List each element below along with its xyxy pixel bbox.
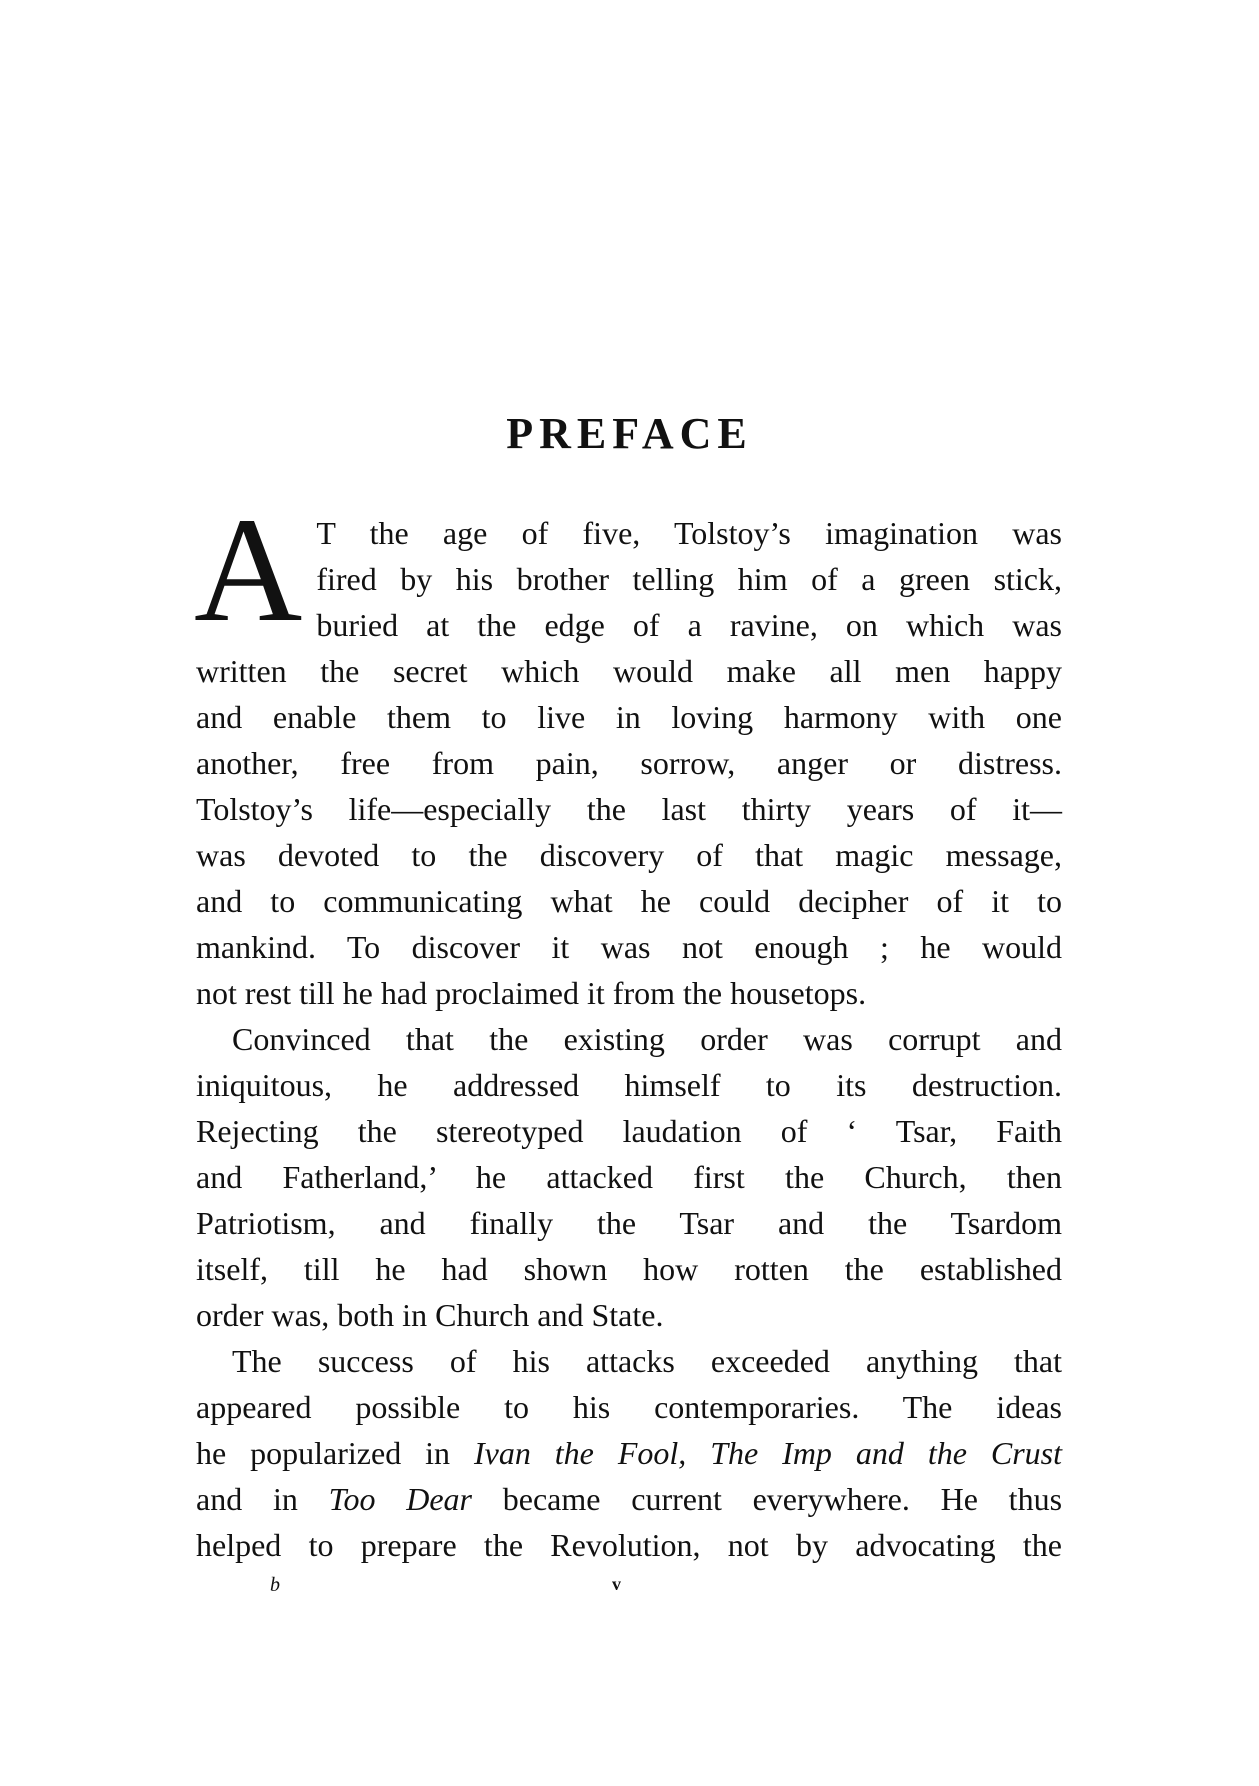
text-line: written the secret which would make all men happy (196, 653, 1062, 689)
text-line: and enable them to live in loving harmony with one (196, 699, 1062, 735)
text-line: order was, both in Church and State. (196, 1297, 664, 1333)
text-line (196, 1430, 1062, 1476)
text-line: not rest till he had proclaimed it from the housetops. (196, 975, 867, 1011)
book-title: Too Dear (328, 1481, 473, 1517)
preface-body (194, 487, 1063, 1568)
text-line: Convinced that the existing order was corrupt and (232, 1021, 1062, 1057)
page-footer (0, 1574, 1259, 1614)
drop-cap: A (194, 487, 303, 653)
text-line: and Fatherland,’ he attacked first the Church, then (196, 1159, 1062, 1195)
text-line (196, 1476, 1062, 1522)
text-line: and to communicating what he could decipher of it to (196, 883, 1062, 919)
book-titles: Ivan the Fool, The Imp and the Crust (473, 1435, 1063, 1471)
text-line: Rejecting the stereotyped laudation of ‘ Tsar, Faith (196, 1113, 1062, 1149)
text-line: fired by his brother telling him of a green stick, (316, 561, 1062, 597)
text-line: was devoted to the discovery of that magic message, (196, 837, 1062, 873)
text-fragment: he popularized in (196, 1435, 474, 1471)
text-line: Tolstoy’s life—especially the last thirty years of it— (196, 791, 1062, 827)
text-line: another, free from pain, sorrow, anger or distress. (196, 745, 1062, 781)
page-number: v (612, 1574, 621, 1594)
text-line: The success of his attacks exceeded anything that (232, 1343, 1062, 1379)
page-title: PREFACE (506, 409, 753, 458)
text-line: appeared possible to his contemporaries. The ideas (196, 1389, 1062, 1425)
text-line: helped to prepare the Revolution, not by advocating the (196, 1527, 1062, 1563)
text-line: T the age of five, Tolstoy’s imagination was (316, 515, 1062, 551)
text-line: itself, till he had shown how rotten the established (196, 1251, 1062, 1287)
text-line: buried at the edge of a ravine, on which was (316, 607, 1062, 643)
text-fragment: and in (196, 1481, 329, 1517)
text-fragment: became current everywhere. He thus (472, 1481, 1063, 1517)
paragraph-1 (194, 487, 1062, 1016)
text-line: iniquitous, he addressed himself to its destruction. (196, 1067, 1062, 1103)
text-line: Patriotism, and finally the Tsar and the Tsardom (196, 1205, 1062, 1241)
paragraph-3 (196, 1338, 1062, 1568)
text-line: mankind. To discover it was not enough ; he would (196, 929, 1062, 965)
signature-mark: b (270, 1574, 280, 1596)
paragraph-2 (196, 1016, 1062, 1338)
